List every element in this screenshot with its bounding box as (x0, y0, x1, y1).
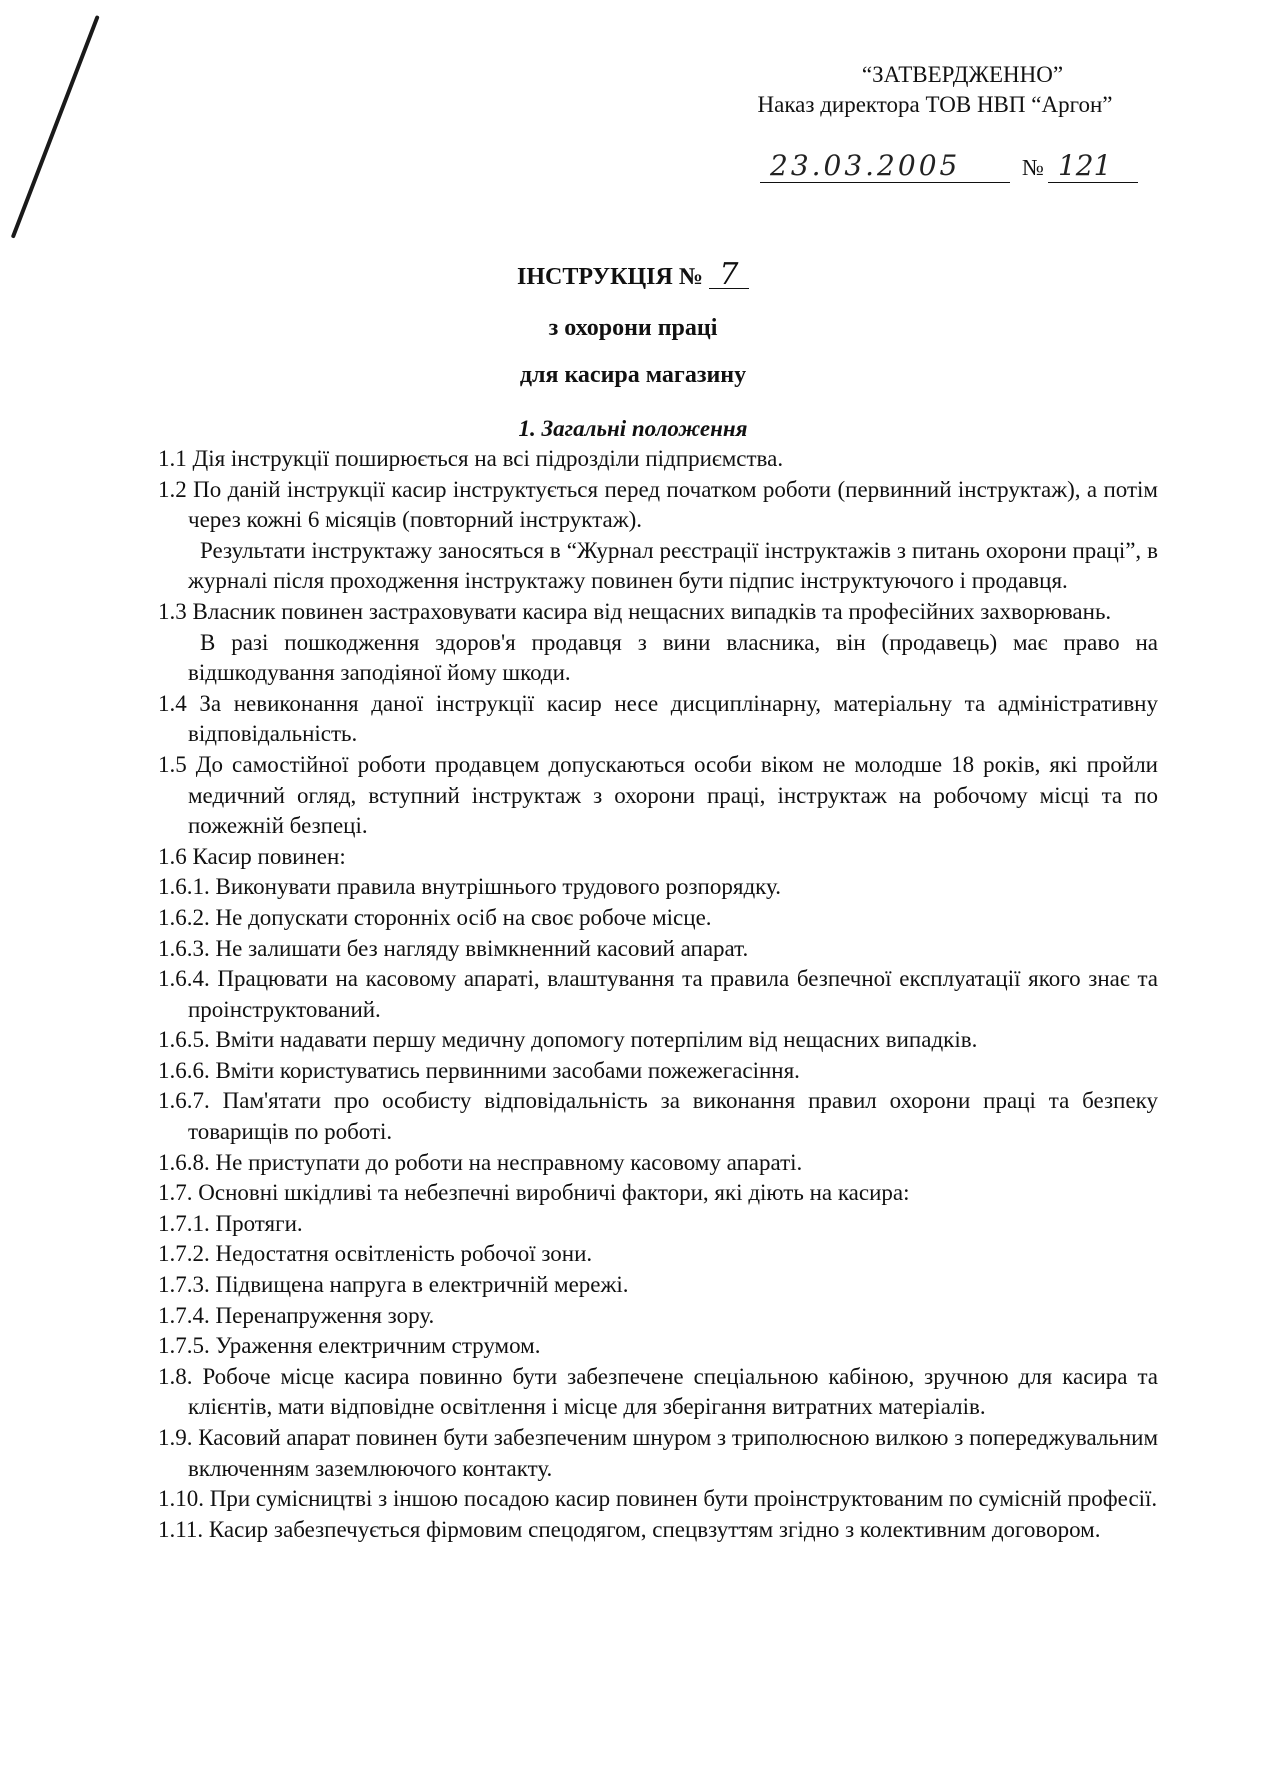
list-item: 1.11. Касир забезпечується фірмовим спецодягом, спецвзуттям згідно з колективним договором. (158, 1516, 1101, 1542)
title-text: ІНСТРУКЦІЯ № (517, 264, 703, 290)
list-item: 1.6.2. Не допускати сторонніх осіб на своє робоче місце. (158, 904, 712, 930)
list-item: 1.4 За невиконання даної інструкції касир несе дисциплінарну, матеріальну та адміністративну відповідальність. (158, 690, 1158, 747)
list-item: 1.7.3. Підвищена напруга в електричній мережі. (158, 1272, 629, 1298)
list-item: 1.2 По даній інструкції касир інструктується перед початком роботи (первинний інструктаж), а потім через кожні 6 місяців (повторний інструктаж). (158, 476, 1158, 533)
list-item: 1.7.2. Недостатня освітленість робочої зони. (158, 1241, 593, 1267)
list-item: 1.7.1. Протяги. (158, 1210, 303, 1236)
list-item: 1.6.6. Вміти користуватись первинними засобами пожежегасіння. (158, 1057, 800, 1083)
list-item: Результати інструктажу заносяться в “Журнал реєстрації інструктажів з питань охорони праці”, в журналі після проходження інструктажу повинен бути підпис інструктуючого і продавця. (188, 537, 1158, 594)
list-item: 1.10. При сумісництві з іншою посадою касир повинен бути проінструктованим по сумісній професії. (158, 1486, 1158, 1512)
list-item: 1.6 Касир повинен: (158, 843, 346, 869)
list-item: 1.7.4. Перенапруження зору. (158, 1302, 435, 1328)
title-number: 7 (709, 262, 749, 289)
approval-order: Наказ директора ТОВ НВП “Аргон” (757, 92, 1113, 117)
list-item: 1.7. Основні шкідливі та небезпечні виробничі фактори, які діють на касира: (158, 1180, 910, 1206)
list-item: 1.1 Дія інструкції поширюється на всі підрозділи підприємства. (158, 446, 784, 471)
list-item: 1.6.8. Не приступати до роботи на несправному касовому апараті. (158, 1149, 803, 1175)
list-item: 1.8. Робоче місце касира повинно бути забезпечене спеціальною кабіною, зручною для касира та клієнтів, мати відповідне освітлення і місце для зберігання витратних матеріалів. (158, 1363, 1158, 1420)
list-item: 1.3 Власник повинен застраховувати касира від нещасних випадків та професійних захворювань. (158, 598, 1112, 624)
list-item: 1.6.7. Пам'ятати про особисту відповідальність за виконання правил охорони праці та безпеку товарищів по роботі. (158, 1088, 1158, 1145)
approval-block (700, 60, 1170, 120)
document-subtitle-2: для касира магазину (519, 362, 747, 388)
list-item: 1.6.1. Виконувати правила внутрішнього трудового розпорядку. (158, 874, 781, 900)
document-title (0, 257, 1266, 292)
section-heading: 1. Загальні положення (518, 416, 748, 441)
document-subtitle-1: з охорони праці (548, 315, 718, 341)
list-item: 1.6.3. Не залишати без нагляду ввімкненний касовий апарат. (158, 935, 749, 961)
handwritten-order-number: 121 (1048, 150, 1138, 183)
list-item: 1.6.4. Працювати на касовому апараті, влаштування та правила безпечної експлуатації якого знає та проінструктований. (158, 966, 1158, 1022)
handwritten-date: 23.03.2005 (760, 150, 1010, 183)
number-label: № (1022, 155, 1044, 180)
handwritten-date-row (760, 150, 1138, 186)
list-item: 1.7.5. Ураження електричним струмом. (158, 1333, 541, 1359)
list-item: 1.9. Касовий апарат повинен бути забезпеченим шнуром з триполюсною вилкою з попереджувальним включенням заземлюючого контакту. (158, 1425, 1158, 1481)
instruction-body (158, 444, 1158, 1545)
list-item: 1.6.5. Вміти надавати першу медичну допомогу потерпілим від нещасних випадків. (158, 1027, 978, 1053)
approval-stamp: “ЗАТВЕРДЖЕННО” (861, 62, 1064, 87)
margin-pen-stroke (11, 15, 100, 239)
list-item: 1.5 До самостійної роботи продавцем допускаються особи віком не молодше 18 років, які пройли медичний огляд, вступний інструктаж з охорони праці, інструктаж на робочому місці та по пожежній безпеці. (158, 751, 1158, 839)
list-item: В разі пошкодження здоров'я продавця з вини власника, він (продавець) має право на відшкодування заподіяної йому шкоди. (188, 629, 1158, 686)
